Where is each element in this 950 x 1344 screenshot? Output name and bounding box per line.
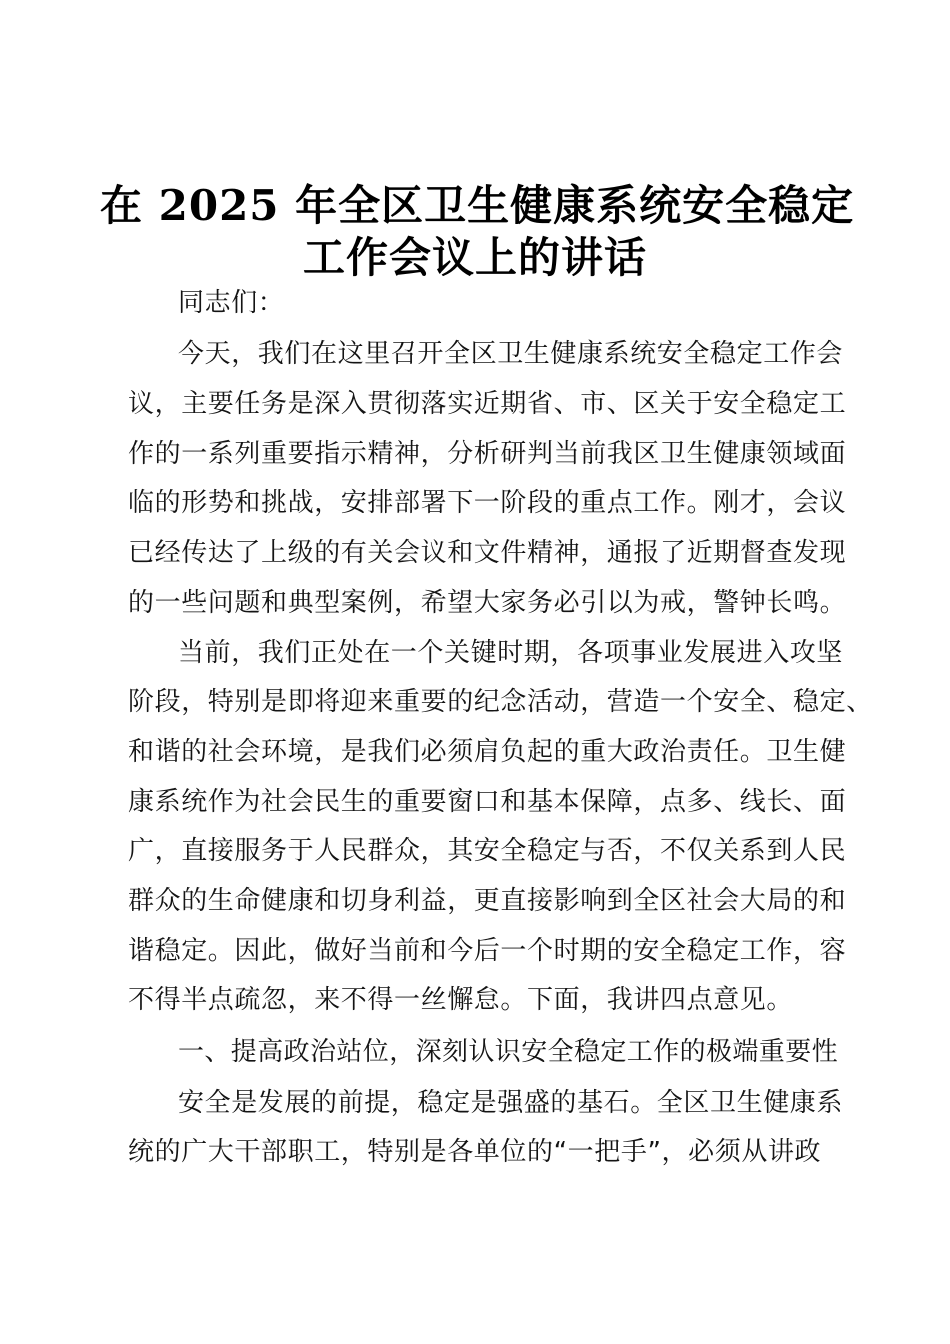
- section-1-heading: 一、提高政治站位，深刻认识安全稳定工作的极端重要性: [178, 1037, 839, 1067]
- paragraph-2-line-8: 不得半点疏忽，来不得一丝懈怠。下面，我讲四点意见。: [128, 985, 794, 1015]
- paragraph-2-line-3: 和谐的社会环境，是我们必须肩负起的重大政治责任。卫生健: [128, 737, 847, 767]
- paragraph-1-line-2: 议，主要任务是深入贯彻落实近期省、市、区关于安全稳定工: [128, 389, 847, 419]
- document-title-line-1: 在 2025 年全区卫生健康系统安全稳定: [100, 181, 855, 230]
- paragraph-2-line-7: 谐稳定。因此，做好当前和今后一个时期的安全稳定工作，容: [128, 936, 847, 966]
- paragraph-2-line-6: 群众的生命健康和切身利益，更直接影响到全区社会大局的和: [128, 886, 847, 916]
- paragraph-2-line-1: 当前，我们正处在一个关键时期，各项事业发展进入攻坚: [178, 638, 844, 668]
- paragraph-2-line-5: 广，直接服务于人民群众，其安全稳定与否，不仅关系到人民: [128, 836, 847, 866]
- paragraph-1-line-4: 临的形势和挑战，安排部署下一阶段的重点工作。刚才，会议: [128, 488, 847, 518]
- paragraph-1-line-5: 已经传达了上级的有关会议和文件精神，通报了近期督查发现: [128, 538, 847, 568]
- paragraph-2-line-4: 康系统作为社会民生的重要窗口和基本保障，点多、线长、面: [128, 787, 847, 817]
- paragraph-1-line-1: 今天，我们在这里召开全区卫生健康系统安全稳定工作会: [178, 339, 844, 369]
- paragraph-3-line-1: 安全是发展的前提，稳定是强盛的基石。全区卫生健康系: [178, 1088, 844, 1118]
- greeting: 同志们：: [178, 288, 285, 318]
- paragraph-1-line-3: 作的一系列重要指示精神，分析研判当前我区卫生健康领域面: [128, 439, 847, 469]
- paragraph-3-line-2: 统的广大干部职工，特别是各单位的“一把手”，必须从讲政: [128, 1137, 822, 1167]
- document-title-line-2: 工作会议上的讲话: [302, 233, 647, 282]
- paragraph-2-line-2: 阶段，特别是即将迎来重要的纪念活动，营造一个安全、稳定、: [128, 687, 873, 717]
- paragraph-1-line-6: 的一些问题和典型案例，希望大家务必引以为戒，警钟长鸣。: [128, 588, 847, 618]
